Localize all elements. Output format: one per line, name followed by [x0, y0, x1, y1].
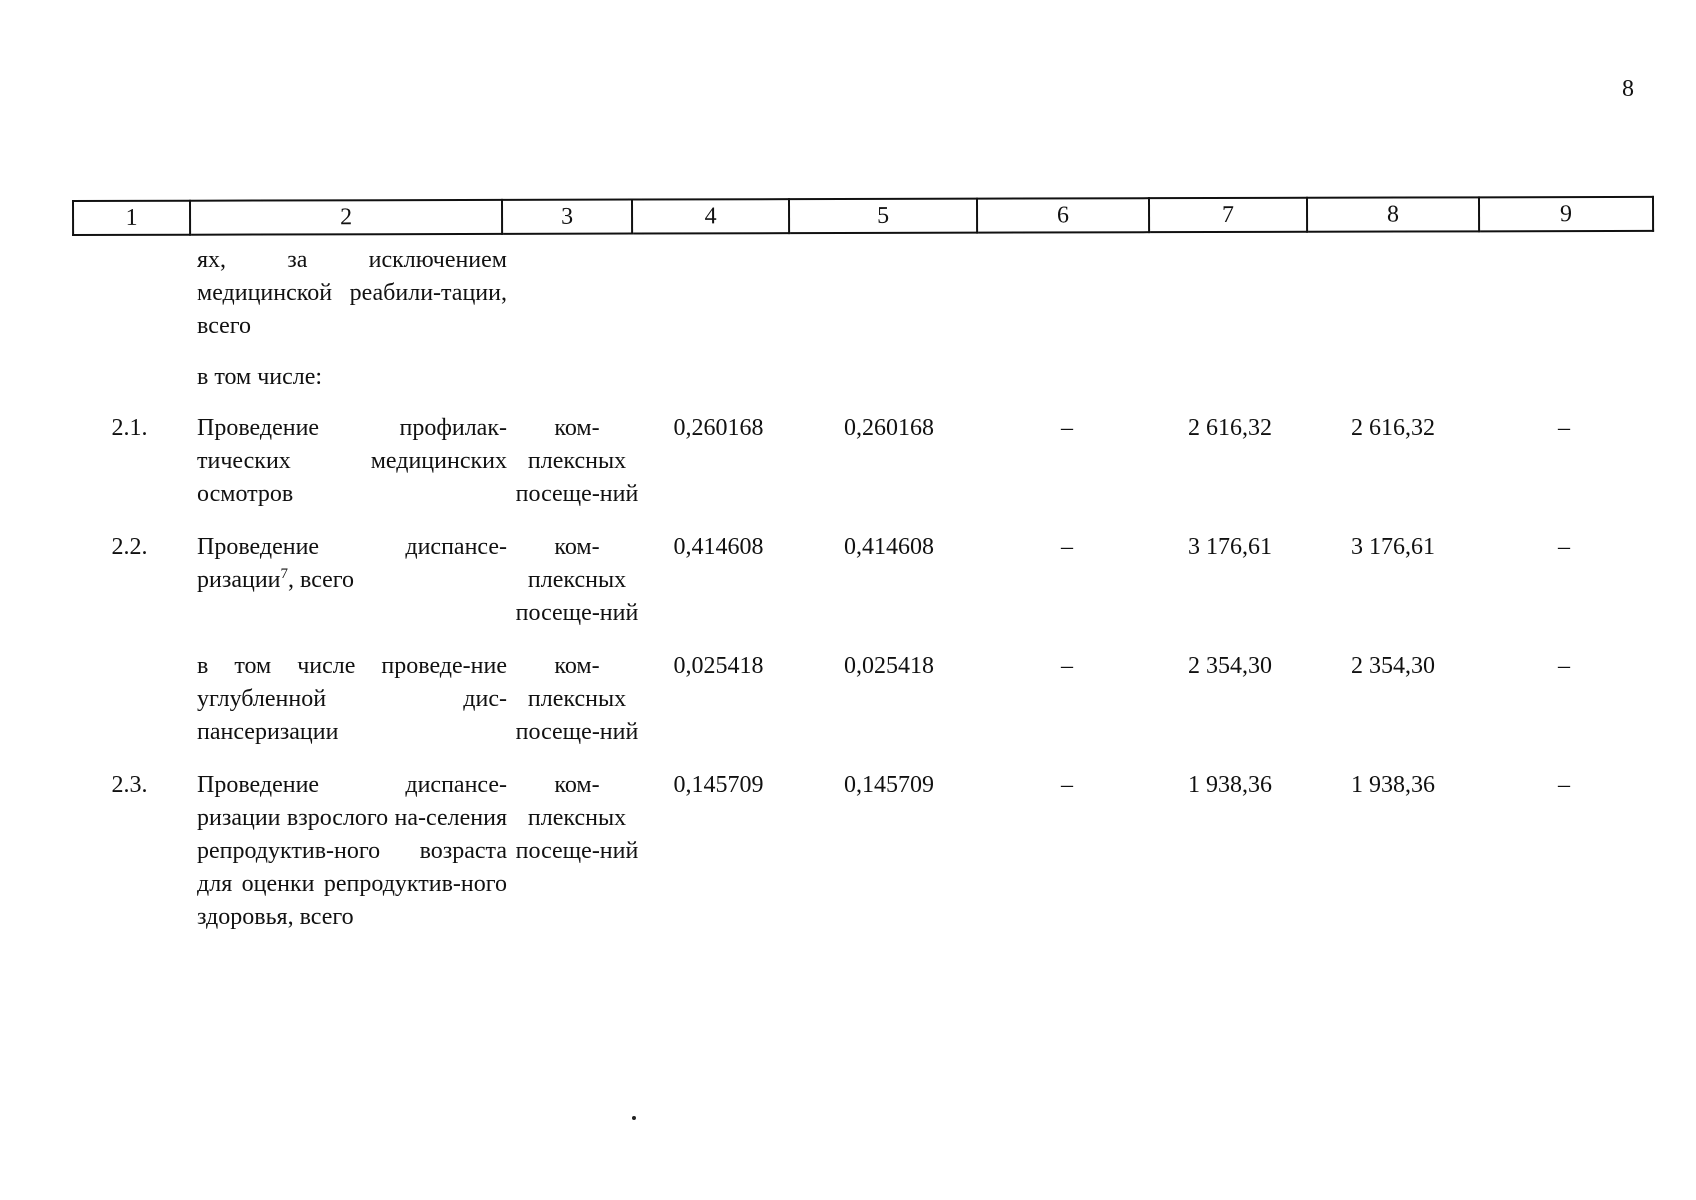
- row-col-7: 3 176,61: [1188, 534, 1272, 560]
- row-unit: ком-плексных посеще-ний: [515, 772, 639, 864]
- row-col-7: 1 938,36: [1188, 772, 1272, 798]
- row-col-8: 3 176,61: [1351, 534, 1435, 560]
- row-unit: ком-плексных посеще-ний: [515, 653, 639, 745]
- table-body: [72, 244, 1650, 934]
- row-name: в том числе проведе-ние углубленной дис-пансеризации: [197, 653, 507, 745]
- row-col-5: 0,414608: [844, 534, 934, 560]
- row-name: Проведение диспансе-ризации взрослого на-селения репродуктив-ного возраста для оценки репродуктив-ного здоровья, всего: [197, 772, 507, 930]
- row-col-9: –: [1558, 653, 1570, 679]
- row-col-4: 0,260168: [673, 415, 764, 441]
- row-number: [72, 650, 187, 769]
- row-col-4: 0,145709: [673, 772, 764, 798]
- header-col-2: 2: [190, 200, 502, 235]
- note-text: в том числе:: [197, 364, 323, 390]
- header-col-9: 9: [1479, 197, 1653, 231]
- row-col-6: –: [1061, 772, 1073, 798]
- row-number: 2.2.: [111, 534, 148, 560]
- row-number: 2.1.: [111, 415, 148, 441]
- header-row: [73, 197, 1653, 235]
- row-col-5: 0,145709: [844, 772, 934, 798]
- header-col-6: 6: [977, 198, 1149, 232]
- page-number: 8: [1622, 76, 1634, 102]
- row-col-7: 2 616,32: [1188, 415, 1272, 441]
- table-row: [72, 412, 1650, 531]
- scan-speck: [632, 1116, 636, 1120]
- row-name: Проведение профилак-тических медицинских осмотров: [197, 415, 507, 507]
- row-col-7: 2 354,30: [1188, 653, 1272, 679]
- header-col-3: 3: [502, 200, 632, 234]
- table-row: [72, 531, 1650, 650]
- header-col-5: 5: [789, 199, 977, 233]
- row-col-6: –: [1061, 653, 1073, 679]
- header-col-1: 1: [73, 201, 190, 235]
- table-row: [72, 650, 1650, 769]
- table-row: [72, 769, 1650, 934]
- continuation-text: ях, за исключением медицинской реабили-тации, всего: [197, 247, 507, 339]
- note-row: [72, 361, 1650, 412]
- row-name-main: Проведение диспансе-ризации: [197, 534, 507, 593]
- row-name: [187, 531, 513, 650]
- row-col-9: –: [1558, 772, 1570, 798]
- row-col-6: –: [1061, 534, 1073, 560]
- row-col-8: 2 354,30: [1351, 653, 1435, 679]
- row-col-5: 0,260168: [844, 415, 934, 441]
- row-number: 2.3.: [111, 772, 148, 798]
- table-header: [72, 196, 1654, 236]
- row-unit: ком-плексных посеще-ний: [515, 534, 639, 626]
- row-col-9: –: [1558, 415, 1570, 441]
- row-col-4: 0,414608: [673, 534, 764, 560]
- row-col-8: 1 938,36: [1351, 772, 1435, 798]
- header-col-7: 7: [1149, 198, 1307, 232]
- row-col-6: –: [1061, 415, 1073, 441]
- header-col-8: 8: [1307, 197, 1479, 231]
- row-unit: ком-плексных посеще-ний: [515, 415, 639, 507]
- row-name-tail: , всего: [288, 567, 355, 593]
- row-col-4: 0,025418: [673, 653, 764, 679]
- header-col-4: 4: [632, 199, 789, 233]
- footnote-ref: 7: [280, 566, 289, 582]
- row-col-8: 2 616,32: [1351, 415, 1435, 441]
- row-col-9: –: [1558, 534, 1570, 560]
- continuation-row: [72, 244, 1650, 361]
- row-col-5: 0,025418: [844, 653, 934, 679]
